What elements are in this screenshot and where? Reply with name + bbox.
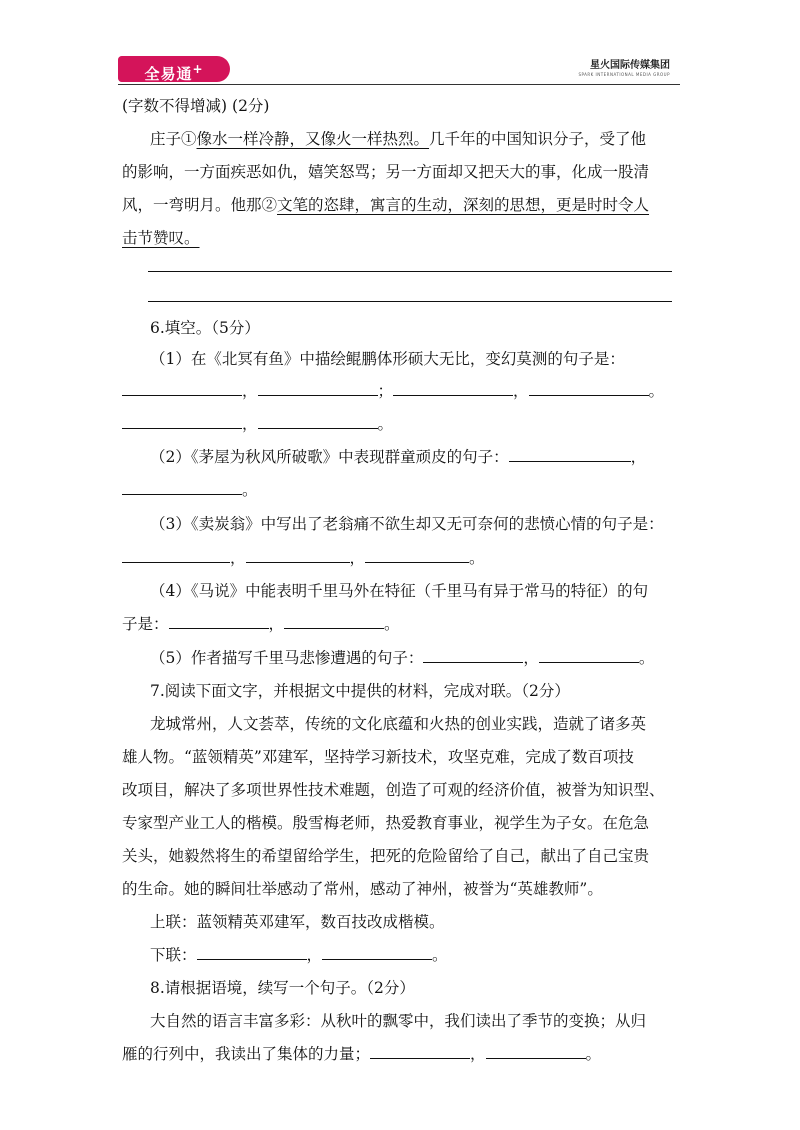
- answer-line-2[interactable]: [148, 301, 672, 302]
- q5-passage-line: [150, 128, 646, 150]
- header-divider: [118, 84, 680, 85]
- q5-passage-line: 的影响，一方面疾恶如仇，嬉笑怒骂；另一方面却又把天大的事，化成一股清: [122, 163, 650, 181]
- answer-blank[interactable]: [370, 1044, 470, 1059]
- q7-title: 7.阅读下面文字，并根据文中提供的材料，完成对联。（2分）: [150, 682, 570, 700]
- publisher-brand: [578, 60, 670, 78]
- q8-title: 8.请根据语境，续写一个句子。（2分）: [150, 979, 415, 997]
- answer-blank[interactable]: [122, 480, 242, 495]
- answer-blank[interactable]: [197, 945, 307, 960]
- answer-blank[interactable]: [393, 381, 513, 396]
- q7-passage-line: 雄人物。“蓝领精英”邓建军，坚持学习新技术，攻坚克难，完成了数百项技: [122, 748, 634, 766]
- answer-line-1[interactable]: [148, 271, 672, 272]
- answer-blank[interactable]: [246, 548, 350, 563]
- q6-item-2: （2）《茅屋为秋风所破歌》中表现群童顽皮的句子： ，: [150, 448, 647, 466]
- underlined-sentence-1: 像水一样冷静，又像火一样热烈。: [196, 130, 430, 148]
- q6-item-4-blanks: 子是： ， 。: [122, 615, 400, 633]
- q8-passage-line: 大自然的语言丰富多彩：从秋叶的飘零中，我们读出了季节的变换；从归: [150, 1012, 647, 1030]
- q5-instruction: (字数不得增减) (2分): [122, 97, 270, 115]
- answer-blank[interactable]: [258, 381, 378, 396]
- answer-blank[interactable]: [122, 414, 242, 429]
- q7-passage-line: 龙城常州，人文荟萃，传统的文化底蕴和火热的创业实践，造就了诸多英: [150, 715, 647, 733]
- answer-blank[interactable]: [365, 548, 469, 563]
- underlined-sentence-2-end: 击节赞叹。: [122, 229, 200, 247]
- q6-item-3: （3）《卖炭翁》中写出了老翁痛不欲生却又无可奈何的悲愤心情的句子是：: [150, 515, 664, 533]
- q6-item-4: （4）《马说》中能表明千里马外在特征（千里马有异于常马的特征）的句: [150, 582, 649, 600]
- publisher-name-en: SPARK INTERNATIONAL MEDIA GROUP: [578, 72, 670, 77]
- q7-passage-line: 改项目，解决了多项世界性技术难题，创造了可观的经济价值，被誉为知识型、: [122, 781, 665, 799]
- q6-item-1-blanks-cont: ， 。: [122, 413, 393, 435]
- text-segment: 风，一弯明月。他那②: [122, 196, 278, 214]
- answer-blank[interactable]: [486, 1044, 586, 1059]
- logo-text: 全易通: [144, 65, 193, 83]
- q7-passage-line: 专家型产业工人的楷模。殷雪梅老师，热爱教育事业，视学生为子女。在危急: [122, 814, 650, 832]
- answer-blank[interactable]: [258, 414, 378, 429]
- answer-blank[interactable]: [423, 648, 523, 663]
- answer-blank[interactable]: [122, 548, 230, 563]
- page-header: [118, 56, 680, 86]
- couplet-lower: 下联： ， 。: [150, 946, 448, 964]
- q6-item-1-blanks: ， ； ， 。: [122, 380, 664, 402]
- q5-passage-line: [122, 194, 649, 216]
- answer-blank[interactable]: [322, 945, 432, 960]
- q6-item-3-blanks: ， ， 。: [122, 547, 485, 569]
- q8-passage-line: 雁的行列中，我读出了集体的力量； ， 。: [122, 1045, 602, 1063]
- publisher-name: 星火国际传媒集团: [590, 60, 670, 71]
- q6-item-1: （1）在《北冥有鱼》中描绘鲲鹏体形硕大无比，变幻莫测的句子是：: [150, 350, 625, 368]
- answer-blank[interactable]: [169, 614, 269, 629]
- underlined-sentence-2: 文笔的恣肆，寓言的生动，深刻的思想，更是时时令人: [277, 196, 650, 214]
- answer-blank[interactable]: [539, 648, 639, 663]
- text-segment: 庄子①: [150, 130, 197, 148]
- q6-item-2-blanks: 。: [122, 479, 258, 501]
- brand-logo: [118, 56, 230, 82]
- logo-plus: +: [192, 62, 204, 76]
- answer-blank[interactable]: [529, 381, 649, 396]
- text-segment: 几千年的中国知识分子，受了他: [429, 130, 647, 148]
- q6-title: 6.填空。（5分）: [150, 319, 260, 337]
- q5-passage-line: [122, 227, 200, 249]
- q6-item-5: （5）作者描写千里马悲惨遭遇的句子： ， 。: [150, 649, 655, 667]
- answer-blank[interactable]: [122, 381, 242, 396]
- q7-passage-line: 的生命。她的瞬间壮举感动了常州，感动了神州，被誉为“英雄教师”。: [122, 880, 603, 898]
- q7-passage-line: 关头，她毅然将生的希望留给学生，把死的危险留给了自己，献出了自己宝贵: [122, 847, 650, 865]
- answer-blank[interactable]: [284, 614, 384, 629]
- couplet-upper: 上联：蓝领精英邓建军，数百技改成楷模。: [150, 913, 445, 931]
- answer-blank[interactable]: [509, 447, 631, 462]
